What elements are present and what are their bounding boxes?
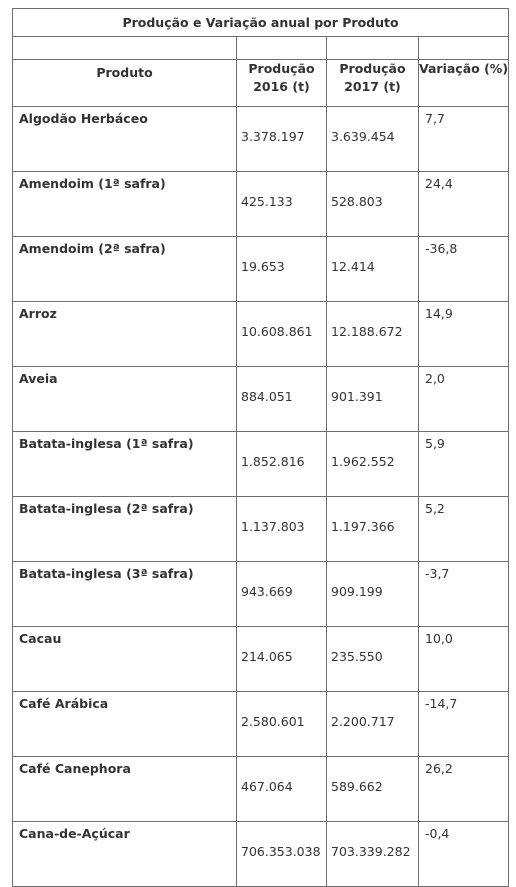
production-2016-cell: 884.051 bbox=[237, 367, 327, 432]
product-name-cell: Café Arábica bbox=[13, 692, 237, 757]
production-2017-cell: 3.639.454 bbox=[327, 107, 419, 172]
blank-cell bbox=[419, 37, 509, 60]
header-producao-2017: Produção 2017 (t) bbox=[327, 60, 419, 107]
product-name-cell: Batata-inglesa (2ª safra) bbox=[13, 497, 237, 562]
header-produto: Produto bbox=[13, 60, 237, 107]
production-2016-cell: 706.353.038 bbox=[237, 822, 327, 887]
table-row bbox=[13, 367, 509, 432]
product-name-cell: Batata-inglesa (3ª safra) bbox=[13, 562, 237, 627]
product-name-cell: Cacau bbox=[13, 627, 237, 692]
blank-cell bbox=[237, 37, 327, 60]
product-name-cell: Algodão Herbáceo bbox=[13, 107, 237, 172]
table-row bbox=[13, 107, 509, 172]
production-2016-cell: 1.852.816 bbox=[237, 432, 327, 497]
table-row bbox=[13, 822, 509, 887]
variation-cell: 2,0 bbox=[419, 367, 509, 432]
production-2017-cell: 1.962.552 bbox=[327, 432, 419, 497]
header-row bbox=[13, 60, 509, 107]
table-row bbox=[13, 302, 509, 367]
production-table bbox=[12, 8, 509, 887]
production-2017-cell: 909.199 bbox=[327, 562, 419, 627]
production-2016-cell: 467.064 bbox=[237, 757, 327, 822]
blank-row bbox=[13, 37, 509, 60]
variation-cell: 5,2 bbox=[419, 497, 509, 562]
product-name-cell: Amendoim (2ª safra) bbox=[13, 237, 237, 302]
product-name-cell: Aveia bbox=[13, 367, 237, 432]
production-2017-cell: 589.662 bbox=[327, 757, 419, 822]
production-2017-cell: 12.414 bbox=[327, 237, 419, 302]
production-2017-cell: 703.339.282 bbox=[327, 822, 419, 887]
production-2017-cell: 1.197.366 bbox=[327, 497, 419, 562]
production-2017-cell: 235.550 bbox=[327, 627, 419, 692]
product-name-cell: Café Canephora bbox=[13, 757, 237, 822]
header-producao-2016: Produção 2016 (t) bbox=[237, 60, 327, 107]
production-2016-cell: 2.580.601 bbox=[237, 692, 327, 757]
blank-cell bbox=[13, 37, 237, 60]
variation-cell: 10,0 bbox=[419, 627, 509, 692]
table-row bbox=[13, 562, 509, 627]
variation-cell: -0,4 bbox=[419, 822, 509, 887]
production-2017-cell: 2.200.717 bbox=[327, 692, 419, 757]
product-name-cell: Amendoim (1ª safra) bbox=[13, 172, 237, 237]
table-row bbox=[13, 497, 509, 562]
production-2016-cell: 943.669 bbox=[237, 562, 327, 627]
blank-cell bbox=[327, 37, 419, 60]
production-2016-cell: 10.608.861 bbox=[237, 302, 327, 367]
product-name-cell: Cana-de-Açúcar bbox=[13, 822, 237, 887]
variation-cell: 5,9 bbox=[419, 432, 509, 497]
table-row bbox=[13, 757, 509, 822]
production-2016-cell: 3.378.197 bbox=[237, 107, 327, 172]
production-2016-cell: 425.133 bbox=[237, 172, 327, 237]
table-caption: Produção e Variação anual por Produto bbox=[13, 9, 509, 37]
variation-cell: -36,8 bbox=[419, 237, 509, 302]
production-2016-cell: 19.653 bbox=[237, 237, 327, 302]
table-row bbox=[13, 237, 509, 302]
variation-cell: -14,7 bbox=[419, 692, 509, 757]
production-2017-cell: 901.391 bbox=[327, 367, 419, 432]
production-2017-cell: 12.188.672 bbox=[327, 302, 419, 367]
header-variacao: Variação (%) bbox=[419, 60, 509, 107]
table-row bbox=[13, 627, 509, 692]
production-2016-cell: 214.065 bbox=[237, 627, 327, 692]
table-row bbox=[13, 172, 509, 237]
table-row bbox=[13, 692, 509, 757]
production-2016-cell: 1.137.803 bbox=[237, 497, 327, 562]
variation-cell: 26,2 bbox=[419, 757, 509, 822]
variation-cell: 7,7 bbox=[419, 107, 509, 172]
variation-cell: 24,4 bbox=[419, 172, 509, 237]
variation-cell: 14,9 bbox=[419, 302, 509, 367]
table-row bbox=[13, 432, 509, 497]
product-name-cell: Batata-inglesa (1ª safra) bbox=[13, 432, 237, 497]
production-2017-cell: 528.803 bbox=[327, 172, 419, 237]
variation-cell: -3,7 bbox=[419, 562, 509, 627]
product-name-cell: Arroz bbox=[13, 302, 237, 367]
